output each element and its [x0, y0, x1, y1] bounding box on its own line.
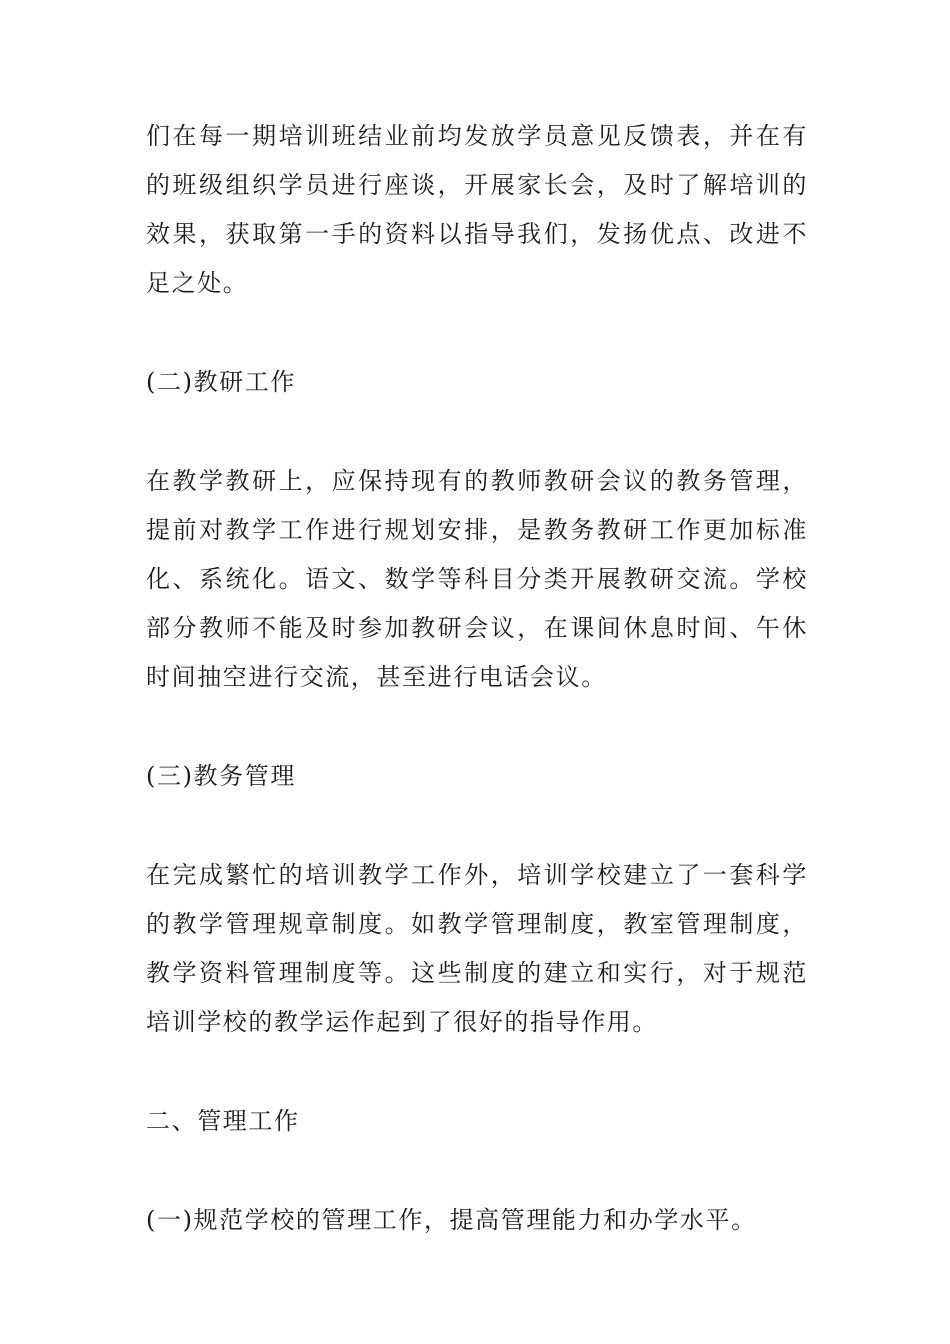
document-page [146, 112, 808, 1245]
heading-management-work: 二、管理工作 [146, 1107, 300, 1135]
heading-academic-affairs: (三)教务管理 [146, 762, 296, 790]
paragraph-feedback: 们在每一期培训班结业前均发放学员意见反馈表，并在有的班级组织学员进行座谈，开展家长会，及时了解培训的效果，获取第一手的资料以指导我们，发扬优点、改进不足之处。 [146, 122, 808, 297]
heading-standardize-management: (一)规范学校的管理工作，提高管理能力和办学水平。 [146, 1206, 757, 1234]
heading-teaching-research: (二)教研工作 [146, 368, 296, 396]
paragraph-academic-affairs: 在完成繁忙的培训教学工作外，培训学校建立了一套科学的教学管理规章制度。如教学管理制度，教室管理制度，教学资料管理制度等。这些制度的建立和实行，对于规范培训学校的教学运作起到了很好的指导作用。 [146, 861, 808, 1036]
paragraph-teaching-research: 在教学教研上，应保持现有的教师教研会议的教务管理，提前对教学工作进行规划安排，是教务教研工作更加标准化、系统化。语文、数学等科目分类开展教研交流。学校部分教师不能及时参加教研会议，在课间休息时间、午休时间抽空进行交流，甚至进行电话会议。 [146, 467, 808, 691]
